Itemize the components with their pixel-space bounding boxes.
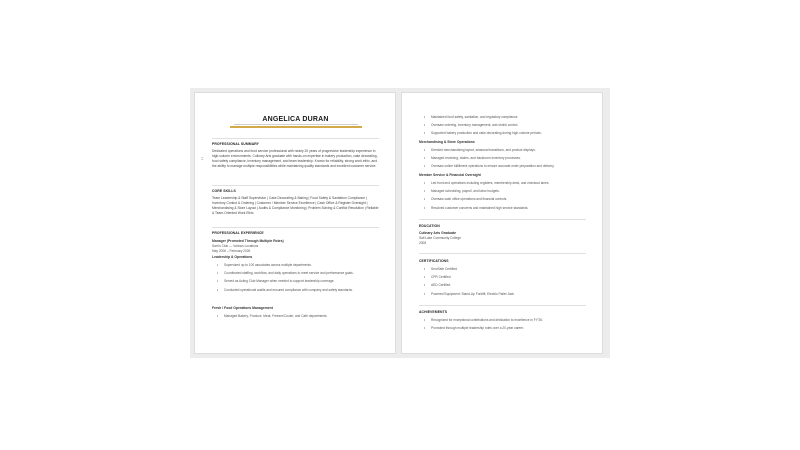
document-viewer[interactable] [190,88,610,358]
education-degree: Culinary Arts Graduate [419,231,456,235]
member-service-list [419,181,586,214]
list-item: • Powered Equipment: Stand-Up Forklift, Electric Pallet Jack [419,292,586,297]
page-2 [402,93,602,353]
list-item: • Resolved customer concerns and maintained high service standards. [419,206,586,211]
summary-heading: PROFESSIONAL SUMMARY [212,142,260,146]
divider [212,138,379,139]
list-item: • Managed scheduling, payroll, and labor budgets. [419,189,586,194]
page-1 [195,93,395,353]
summary-text: Dedicated operations and food service professional with nearly 20 years of progressive leadership experience in high-volume environments. Culinary Arts graduate with hands-on expertise in bakery production, cake decorating, food safety compliance, inventory management, and team leadership. Known for reliability, strong work ethic, and the ability to manage multiple responsibilities while maintaining quality standards and excellent customer service. [212,149,378,169]
list-item: • Managed Bakery, Produce, Meat, Freezer/Cooler, and Café departments. [212,314,379,319]
group-label: Leadership & Operations [212,255,253,259]
certifications-list [419,267,586,300]
job-dates: May 2006 – February 2026 [212,249,251,253]
text-cursor-icon: ⌶ [201,156,204,161]
divider [419,305,586,306]
list-item: • Conducted operational audits and ensured compliance with company and safety standards. [212,288,379,293]
contact-line [234,124,358,125]
list-item: • Coordinated staffing, workflow, and daily operations to meet service and performance goals. [212,271,379,276]
education-school: Salt Lake Community College [419,236,461,240]
education-year: 2008 [419,241,427,245]
list-item: • Oversaw ordering, inventory management, and shrink control. [419,123,586,128]
education-heading: EDUCATION [419,224,440,228]
list-item: • ServSafe Certified [419,267,586,272]
job-title: Manager (Promoted Through Multiple Roles) [212,239,284,243]
list-item: • AED Certified [419,283,586,288]
list-item: • Served as Acting Club Manager when needed to support leadership coverage. [212,279,379,284]
group-label: Fresh / Food Operations Management [212,306,273,310]
achievements-list [419,318,586,334]
name-underline [230,126,362,128]
fresh-ops-list-p2 [419,115,586,140]
list-item: • Recognized for exceptional contributions and dedication to excellence in FY'26. [419,318,586,323]
list-item: • Supervised up to 100 associates across multiple departments. [212,263,379,268]
experience-heading: PROFESSIONAL EXPERIENCE [212,231,264,235]
list-item: • Maintained food safety, sanitation, and regulatory compliance. [419,115,586,120]
skills-text: Team Leadership & Staff Supervision | Cake Decorating & Baking | Food Safety & Sanitation Compliance | Inventory Control & Ordering | Customer / Member Service Excellence | Cash Office & Register Oversight | Merchandising & Store Layout | Audits & Compliance Monitoring | Problem Solving & Conflict Resolution | Reliable & Team-Oriented Work Ethic [212,196,379,216]
list-item: • Promoted through multiple leadership roles over a 20-year career. [419,326,586,331]
divider [419,219,586,220]
achievements-heading: ACHIEVEMENTS [419,310,448,314]
job-company: Sam's Club — Various Locations [212,244,259,248]
list-item: • CPR Certified [419,275,586,280]
divider [212,227,379,228]
certifications-heading: CERTIFICATIONS [419,259,449,263]
fresh-ops-list-p1 [212,314,379,322]
list-item: • Managed receiving, claims, and backroom inventory processes. [419,156,586,161]
leadership-list [212,263,379,296]
divider [212,185,379,186]
divider [419,253,586,254]
skills-heading: CORE SKILLS [212,189,236,193]
list-item: • Oversaw online fulfillment operations to ensure accurate order preparation and delivery. [419,164,586,169]
group-label: Merchandising & Store Operations [419,140,475,144]
list-item: • Supported bakery production and cake decorating during high-volume periods. [419,131,586,136]
list-item: • Directed merchandising layout, seasonal transitions, and product displays. [419,148,586,153]
list-item: • Oversaw cash office operations and financial controls. [419,197,586,202]
group-label: Member Service & Financial Oversight [419,173,481,177]
candidate-name: ANGELICA DURAN [262,116,329,123]
list-item: • Led front-end operations including registers, membership desk, and checkout lanes. [419,181,586,186]
merch-list [419,148,586,173]
